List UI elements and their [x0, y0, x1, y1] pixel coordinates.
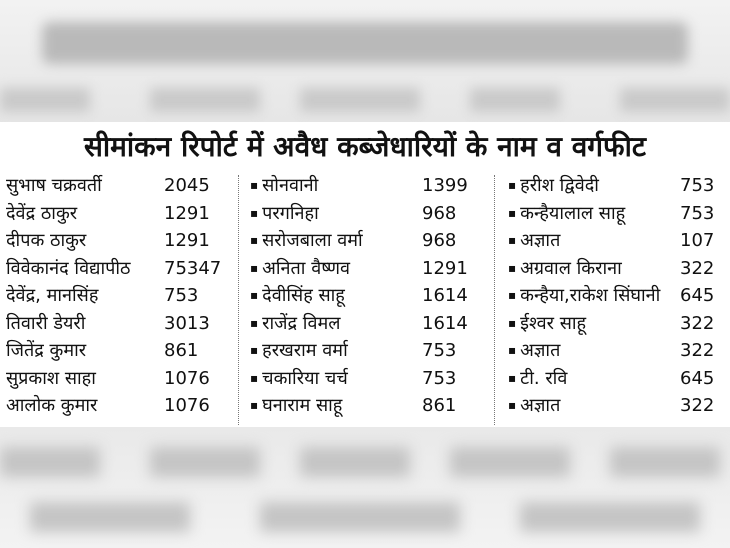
- blurred-text-10: [610, 447, 720, 477]
- bullet-icon: ▪: [250, 370, 259, 385]
- bullet-icon: ▪: [508, 205, 517, 220]
- blurred-text-6: [0, 447, 100, 477]
- bullet-icon: ▪: [250, 288, 259, 302]
- bullet-icon: ▪: [508, 233, 517, 247]
- bullet-icon: ▪: [250, 398, 259, 412]
- bullet-icon: ▪: [508, 315, 517, 330]
- blurred-text-4: [470, 88, 560, 112]
- bullet-icon: ▪: [250, 343, 259, 357]
- blurred-text-3: [300, 88, 420, 112]
- blurred-text-12: [260, 502, 460, 532]
- table-title: सीमांकन रिपोर्ट में अवैध कब्जेधारियों के नाम व वर्गफीट: [84, 130, 646, 163]
- bullet-icon: ▪: [250, 178, 259, 192]
- column-divider-1: [238, 175, 239, 425]
- column-divider-2: [494, 175, 495, 425]
- blurred-text-8: [300, 447, 410, 477]
- blurred-headline: [42, 22, 688, 64]
- bullet-icon: ▪: [508, 178, 517, 192]
- bullet-icon: ▪: [250, 315, 259, 330]
- blurred-footer-region: [0, 427, 730, 548]
- blurred-text-13: [520, 502, 700, 532]
- bullet-icon: ▪: [508, 288, 517, 302]
- blurred-text-9: [450, 447, 570, 477]
- blurred-text-1: [0, 88, 90, 112]
- blurred-text-5: [620, 88, 730, 112]
- bullet-icon: ▪: [508, 370, 517, 385]
- bullet-icon: ▪: [508, 260, 517, 275]
- bullet-icon: ▪: [250, 233, 259, 247]
- bullet-icon: ▪: [250, 260, 259, 275]
- blurred-header-region: [0, 0, 730, 122]
- bullet-icon: ▪: [508, 343, 517, 357]
- bullet-icon: ▪: [508, 398, 517, 412]
- blurred-text-2: [150, 88, 260, 112]
- blurred-text-11: [30, 502, 190, 532]
- bullet-icon: ▪: [250, 205, 259, 220]
- blurred-text-7: [150, 447, 260, 477]
